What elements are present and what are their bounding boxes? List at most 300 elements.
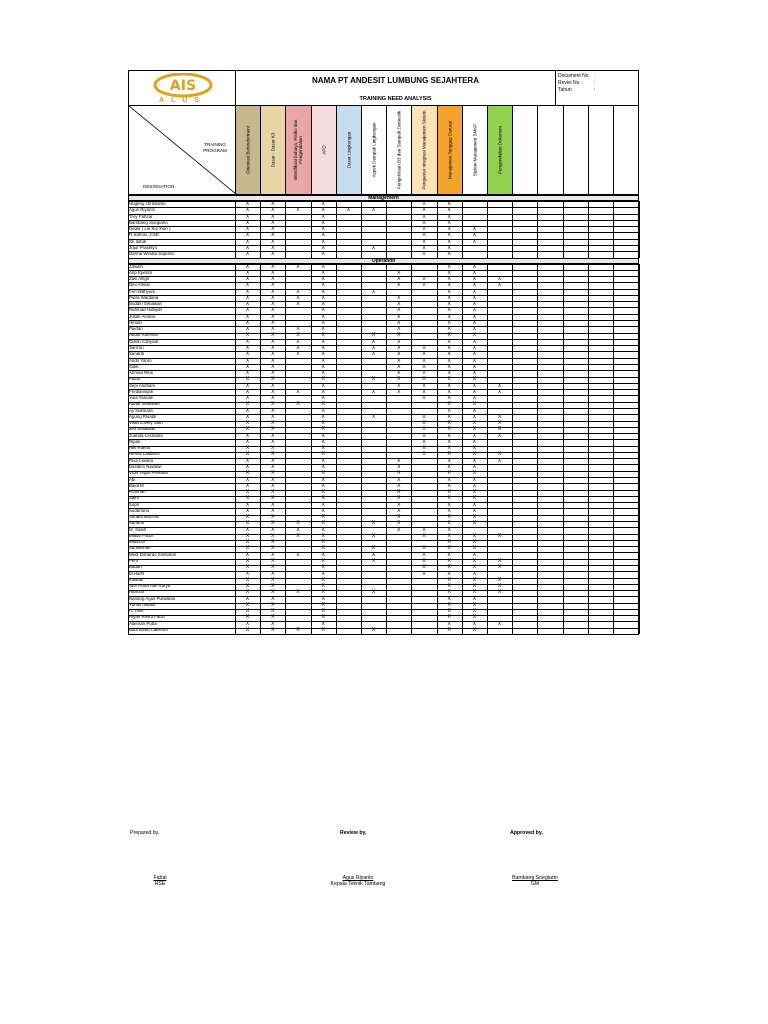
column-divider	[386, 201, 387, 258]
program-column-header	[614, 106, 639, 194]
training-mark: X	[422, 438, 426, 445]
training-mark: X	[271, 251, 275, 258]
training-mark: X	[472, 551, 477, 558]
training-mark: X	[321, 213, 325, 220]
training-mark: X	[472, 307, 477, 314]
training-mark: X	[447, 207, 451, 214]
training-mark: X	[422, 244, 426, 251]
training-mark: X	[271, 288, 275, 295]
employee-name: Sudarlono	[129, 507, 150, 513]
column-divider	[285, 264, 286, 635]
employee-name: Dedie ( Lie Kui Xiun )	[129, 226, 171, 232]
program-column-header	[312, 106, 337, 194]
training-mark: X	[271, 376, 275, 383]
training-mark: X	[397, 282, 401, 289]
employee-name: Feri Wahyudi	[129, 288, 155, 294]
training-mark: X	[245, 545, 250, 552]
training-mark: X	[271, 244, 275, 251]
training-mark: X	[447, 614, 451, 621]
employee-name: Herlus Laldiano	[129, 451, 160, 457]
training-mark: X	[321, 344, 325, 351]
training-mark: X	[497, 576, 502, 583]
training-mark: X	[271, 326, 275, 333]
training-mark: X	[472, 301, 477, 308]
program-column-header	[564, 106, 589, 194]
employee-name: Rohman	[129, 489, 146, 495]
training-mark: X	[371, 520, 376, 527]
training-mark: X	[271, 338, 275, 345]
training-mark: X	[472, 363, 477, 370]
training-mark: X	[271, 238, 275, 245]
training-mark: X	[245, 558, 250, 564]
training-mark: X	[245, 388, 250, 395]
training-mark: X	[447, 269, 451, 276]
training-mark: X	[271, 614, 275, 621]
training-mark: X	[271, 558, 275, 564]
training-mark: X	[472, 238, 477, 245]
training-mark: X	[245, 351, 250, 358]
training-mark: X	[472, 395, 477, 402]
employee-name: Stor Putra Ade Surya	[129, 583, 171, 589]
training-mark: X	[397, 470, 401, 477]
training-mark: X	[447, 332, 451, 339]
training-mark: X	[371, 376, 376, 383]
training-mark: X	[447, 401, 451, 408]
training-mark: X	[397, 457, 401, 464]
training-mark: X	[472, 482, 477, 489]
training-mark: X	[472, 476, 477, 483]
training-mark: X	[245, 269, 250, 276]
training-mark: X	[271, 564, 275, 571]
training-mark: X	[447, 407, 451, 414]
review-role: Kepala Teknik Tambang	[330, 881, 386, 887]
program-label: APD	[321, 145, 327, 155]
employee-name: Dini Afriani	[129, 282, 150, 288]
training-mark: X	[447, 457, 451, 464]
training-mark: X	[321, 332, 325, 339]
training-mark: X	[397, 520, 401, 527]
training-mark: X	[422, 413, 426, 420]
employee-name: Bustami Nawawi	[129, 464, 162, 470]
doc-field-colon: :	[594, 73, 596, 79]
training-mark: X	[472, 620, 477, 627]
training-mark: X	[447, 313, 451, 320]
training-mark: X	[321, 482, 325, 489]
program-column-header	[589, 106, 614, 194]
training-mark: X	[296, 288, 300, 295]
training-mark: X	[371, 558, 376, 564]
training-mark: X	[271, 589, 275, 596]
training-mark: X	[245, 313, 250, 320]
training-mark: X	[447, 319, 451, 326]
training-mark: X	[422, 201, 426, 207]
employee-name: Agung Rivaldi	[129, 413, 157, 419]
training-mark: X	[472, 583, 477, 590]
training-mark: X	[447, 476, 451, 483]
training-mark: X	[447, 520, 451, 527]
training-mark: X	[296, 332, 300, 339]
training-mark: X	[245, 338, 250, 345]
training-mark: X	[397, 514, 401, 521]
training-mark: X	[245, 301, 250, 308]
doc-field-label: Document No	[558, 73, 589, 79]
training-mark: X	[321, 589, 325, 596]
training-mark: X	[447, 576, 451, 583]
training-mark: X	[371, 344, 376, 351]
training-mark: X	[321, 445, 325, 452]
column-divider	[386, 264, 387, 635]
training-mark: X	[245, 357, 250, 364]
training-mark: X	[472, 570, 477, 577]
training-mark: X	[472, 589, 477, 596]
training-mark: X	[472, 388, 477, 395]
training-mark: X	[447, 244, 451, 251]
training-mark: X	[321, 576, 325, 583]
program-column-header	[387, 106, 412, 194]
training-mark: X	[397, 357, 401, 364]
column-divider	[537, 201, 538, 258]
training-mark: X	[271, 401, 275, 408]
training-mark: X	[397, 464, 401, 471]
training-mark: X	[472, 332, 477, 339]
training-mark: X	[271, 219, 275, 226]
training-mark: X	[447, 464, 451, 471]
training-mark: X	[245, 445, 250, 452]
training-mark: X	[245, 407, 250, 414]
training-mark: X	[472, 558, 477, 564]
training-mark: X	[245, 401, 250, 408]
training-mark: X	[321, 583, 325, 590]
employee-name: Juanda Lesmana	[129, 432, 163, 438]
training-mark: X	[447, 514, 451, 521]
training-mark: X	[422, 545, 426, 552]
training-mark: X	[271, 294, 275, 301]
training-mark: X	[371, 626, 376, 633]
training-mark: X	[321, 282, 325, 289]
training-mark: X	[397, 269, 401, 276]
training-mark: X	[245, 426, 250, 433]
training-mark: X	[296, 301, 300, 308]
training-mark: X	[321, 564, 325, 571]
training-mark: X	[497, 413, 502, 420]
employee-name: Jeri Setiawan	[129, 426, 156, 432]
training-mark: X	[245, 244, 250, 251]
training-mark: X	[245, 583, 250, 590]
column-divider	[588, 201, 589, 258]
prepared-role: HSE	[154, 881, 166, 887]
program-column-header	[412, 106, 437, 194]
employee-name: Madroni	[129, 539, 145, 545]
training-mark: X	[321, 301, 325, 308]
training-mark: X	[422, 532, 426, 539]
program-column-header	[362, 106, 387, 194]
training-mark: X	[321, 620, 325, 627]
training-mark: X	[245, 464, 250, 471]
employee-name: Vista Lovely Stan	[129, 420, 163, 426]
training-mark: X	[497, 558, 502, 564]
program-label: Pengantar Integrasi Manajemen Sistem	[421, 110, 427, 190]
training-mark: X	[447, 226, 451, 233]
training-mark: X	[472, 407, 477, 414]
svg-text:AIS: AIS	[169, 78, 197, 94]
designation-label: DESIGNATION	[143, 184, 175, 189]
employee-name: Paidan	[129, 326, 143, 332]
training-mark: X	[271, 226, 275, 233]
employee-name: Pasur	[129, 376, 141, 382]
training-mark: X	[321, 551, 325, 558]
employee-name: Sunarto	[129, 520, 145, 526]
employee-name: Vicki Tegar Perkasa	[129, 470, 168, 476]
training-mark: X	[422, 213, 426, 220]
training-mark: X	[422, 445, 426, 452]
training-mark: X	[397, 313, 401, 320]
training-mark: X	[447, 526, 451, 533]
training-mark: X	[422, 558, 426, 564]
training-mark: X	[447, 545, 451, 552]
employee-name: A. Tohir	[129, 608, 144, 614]
training-mark: X	[321, 526, 325, 533]
training-mark: X	[271, 626, 275, 633]
training-mark: X	[497, 426, 502, 433]
training-mark: X	[245, 570, 250, 577]
training-mark: X	[245, 614, 250, 621]
training-mark: X	[447, 583, 451, 590]
employee-name: Sumarman	[129, 545, 151, 551]
training-mark: X	[321, 413, 325, 420]
training-mark: X	[245, 376, 250, 383]
training-mark: X	[497, 457, 502, 464]
training-mark: X	[472, 382, 477, 389]
training-mark: X	[245, 207, 250, 214]
training-mark: X	[271, 489, 275, 496]
employee-name: Ahmad Rifai	[129, 370, 153, 376]
column-divider	[613, 264, 614, 635]
training-mark: X	[296, 589, 300, 596]
training-mark: X	[472, 420, 477, 427]
training-mark: X	[497, 382, 502, 389]
training-mark: X	[321, 357, 325, 364]
column-divider	[336, 264, 337, 635]
training-mark: X	[271, 363, 275, 370]
training-mark: X	[321, 313, 325, 320]
training-mark: X	[497, 620, 502, 627]
document-info	[555, 71, 640, 107]
employee-name: Odioh Cahyadi	[129, 338, 159, 344]
training-mark: X	[296, 294, 300, 301]
program-column-header	[513, 106, 538, 194]
training-mark: X	[271, 207, 275, 214]
training-mark: X	[245, 489, 250, 496]
column-divider	[285, 201, 286, 258]
logo-mark-icon	[153, 73, 213, 99]
employee-name: Medi Dohardo Simbolon	[129, 551, 177, 557]
training-mark: X	[472, 501, 477, 508]
employee-name: Yudi Yanuari	[129, 395, 154, 401]
training-mark: X	[245, 232, 250, 239]
training-mark: X	[271, 351, 275, 358]
training-mark: X	[447, 532, 451, 539]
column-divider	[437, 264, 438, 635]
training-mark: X	[447, 232, 451, 239]
training-mark: X	[321, 457, 325, 464]
employee-name: Riki Rianto	[129, 445, 151, 451]
training-mark: X	[472, 357, 477, 364]
training-mark: X	[271, 539, 275, 546]
doc-field-label: Revisi No	[558, 80, 580, 86]
training-mark: X	[422, 226, 426, 233]
training-mark: X	[271, 482, 275, 489]
training-mark: X	[271, 344, 275, 351]
training-mark: X	[472, 545, 477, 552]
training-mark: X	[422, 219, 426, 226]
training-mark: X	[271, 319, 275, 326]
training-mark: X	[245, 520, 250, 527]
training-mark: X	[321, 232, 325, 239]
training-mark: X	[422, 388, 426, 395]
training-mark: X	[271, 501, 275, 508]
employee-name: Julian Arsano	[129, 313, 156, 319]
training-mark: X	[296, 338, 300, 345]
training-mark: X	[447, 382, 451, 389]
training-mark: X	[271, 476, 275, 483]
training-mark: X	[422, 551, 426, 558]
training-mark: X	[321, 269, 325, 276]
training-mark: X	[472, 520, 477, 527]
training-mark: X	[245, 363, 250, 370]
training-mark: X	[397, 326, 401, 333]
training-mark: X	[371, 332, 376, 339]
program-column-header	[236, 106, 261, 194]
training-mark: X	[447, 482, 451, 489]
training-mark: X	[321, 470, 325, 477]
training-mark: X	[271, 507, 275, 514]
training-mark: X	[245, 576, 250, 583]
employee-name: Abadi Setiawan	[129, 401, 160, 407]
program-column-header	[337, 106, 362, 194]
training-mark: X	[321, 545, 325, 552]
training-mark: X	[447, 413, 451, 420]
training-mark: X	[321, 401, 325, 408]
training-mark: X	[271, 357, 275, 364]
training-mark: X	[447, 445, 451, 452]
training-mark: X	[321, 514, 325, 521]
training-mark: X	[472, 595, 477, 602]
employee-name: Saini	[129, 495, 139, 501]
training-mark: X	[321, 407, 325, 414]
program-column-header	[438, 106, 463, 194]
training-mark: X	[422, 276, 426, 283]
training-mark: X	[371, 545, 376, 552]
training-mark: X	[371, 551, 376, 558]
training-mark: X	[271, 269, 275, 276]
training-mark: X	[422, 282, 426, 289]
training-mark: X	[397, 344, 401, 351]
training-mark: X	[296, 344, 300, 351]
training-mark: X	[271, 307, 275, 314]
training-mark: X	[447, 495, 451, 502]
training-mark: X	[245, 238, 250, 245]
training-mark: X	[271, 445, 275, 452]
approved-role: GM	[530, 881, 540, 887]
training-mark: X	[371, 413, 376, 420]
training-mark: X	[447, 294, 451, 301]
training-mark: X	[245, 326, 250, 333]
training-mark: X	[296, 326, 300, 333]
training-mark: X	[296, 351, 300, 358]
doc-field	[558, 73, 596, 80]
training-mark: X	[447, 395, 451, 402]
program-label: Pengelolaan B3 dan Sampah Domestik	[396, 110, 402, 190]
employee-name: Andri Yanto	[129, 357, 152, 363]
training-mark: X	[245, 438, 250, 445]
training-mark: X	[472, 413, 477, 420]
training-mark: X	[271, 276, 275, 283]
training-mark: X	[271, 432, 275, 439]
training-mark: X	[497, 388, 502, 395]
training-mark: X	[422, 376, 426, 383]
training-mark: X	[321, 238, 325, 245]
training-mark: X	[447, 338, 451, 345]
training-mark: X	[397, 351, 401, 358]
training-mark: X	[447, 489, 451, 496]
program-label: Pengendalian Dokumen	[497, 125, 503, 175]
column-divider	[311, 201, 312, 258]
employee-name: Agus Riyanto	[129, 207, 156, 213]
training-mark: X	[422, 451, 426, 458]
training-mark: X	[271, 464, 275, 471]
training-mark: X	[397, 388, 401, 395]
training-mark: X	[422, 238, 426, 245]
training-mark: X	[245, 501, 250, 508]
employee-name: Miatar Fauzi	[129, 532, 154, 538]
training-mark: X	[321, 595, 325, 602]
training-mark: X	[472, 432, 477, 439]
training-mark: X	[296, 388, 300, 395]
program-label: Identifikasi bahaya, Risiko dan Pengendalian	[293, 119, 304, 181]
employee-name: Arip Ependi	[129, 269, 152, 275]
training-mark: X	[422, 426, 426, 433]
employee-name: M. Saleh	[129, 526, 147, 532]
training-mark: X	[271, 382, 275, 389]
employee-name: Irawadi	[129, 576, 144, 582]
section-band: Management	[128, 195, 639, 201]
training-mark: X	[321, 601, 325, 608]
training-mark: X	[472, 514, 477, 521]
corner-cell	[129, 106, 236, 194]
training-mark: X	[472, 507, 477, 514]
training-mark: X	[321, 219, 325, 226]
employee-name: Troy Fahzar	[129, 213, 153, 219]
company-logo	[129, 71, 236, 107]
column-divider	[487, 201, 488, 258]
training-mark: X	[296, 532, 300, 539]
training-mark: X	[472, 576, 477, 583]
document-title: TRAINING NEED ANALYSIS	[359, 96, 432, 102]
training-mark: X	[245, 332, 250, 339]
program-label: Dasar - Dasar K3	[270, 132, 276, 168]
training-program-label: TRAINING PROGRAM	[203, 142, 227, 153]
training-mark: X	[422, 564, 426, 571]
training-mark: X	[245, 344, 250, 351]
training-mark: X	[321, 201, 325, 207]
training-mark: X	[447, 564, 451, 571]
training-mark: X	[422, 420, 426, 427]
training-mark: X	[321, 388, 325, 395]
document-header	[128, 70, 639, 106]
program-label: Orientasi Beforeforment	[245, 126, 251, 174]
employee-name: R.Safroni.,CSE	[129, 232, 159, 238]
training-mark: X	[371, 338, 376, 345]
